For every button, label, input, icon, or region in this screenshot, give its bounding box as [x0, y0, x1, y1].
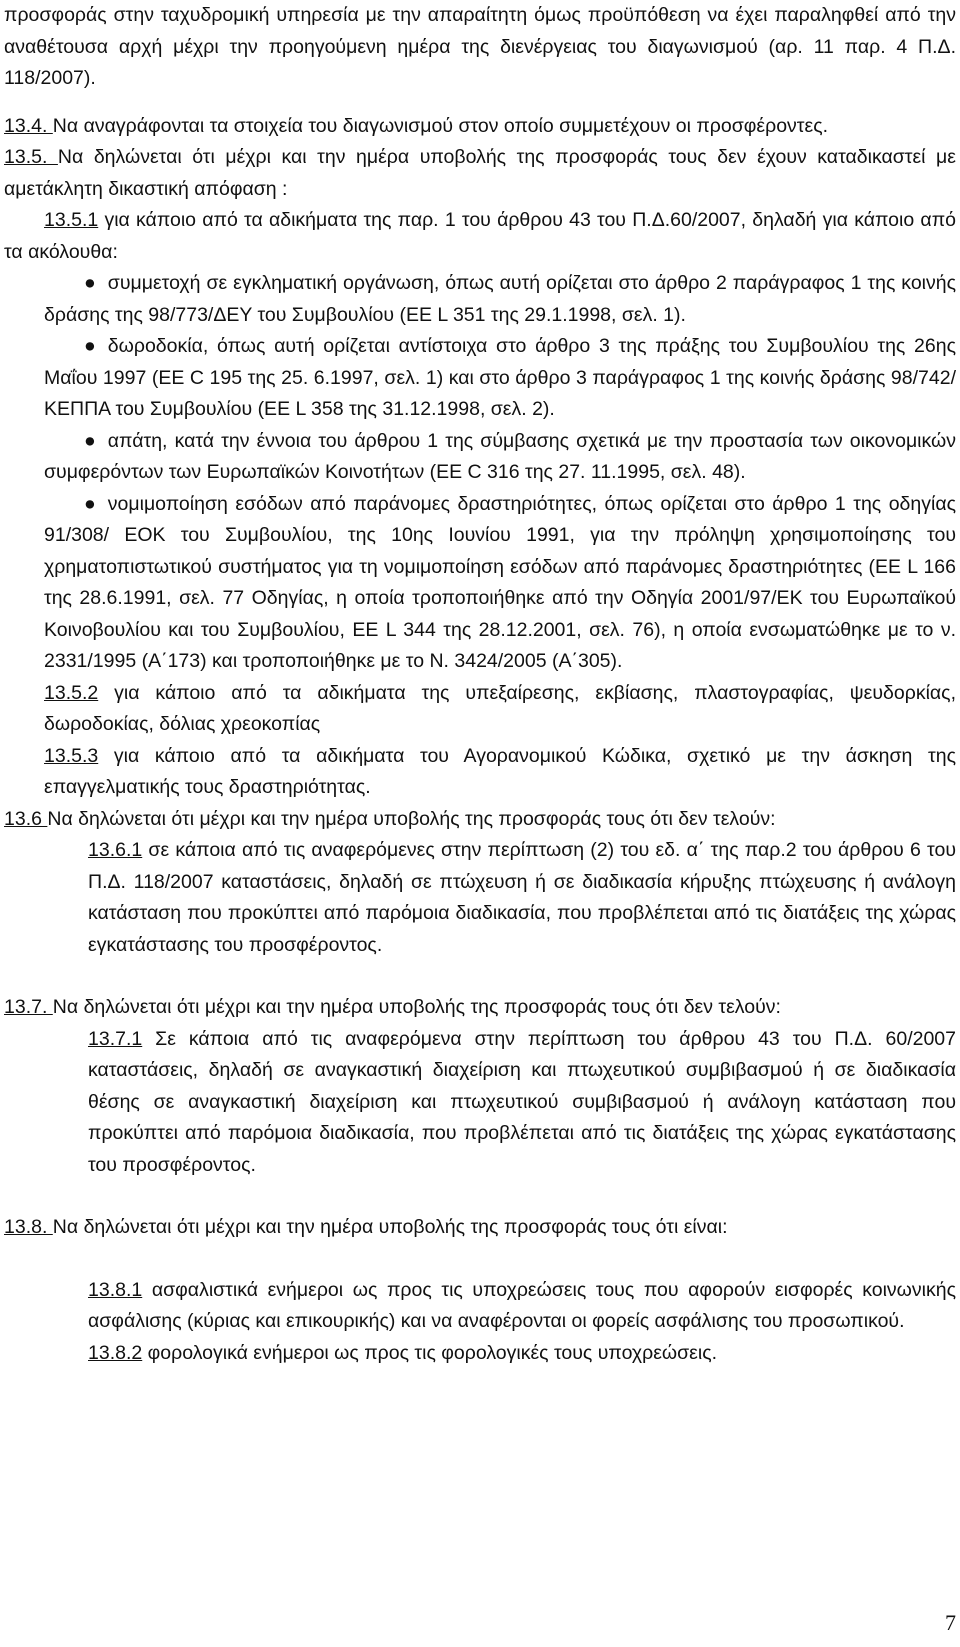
bullet-icon: ● — [84, 492, 96, 515]
section-text: Να δηλώνεται ότι μέχρι και την ημέρα υποβολής της προσφοράς τους ότι δεν τελούν: — [47, 807, 776, 830]
bullet-icon: ● — [84, 429, 96, 452]
section-number: 13.6.1 — [88, 839, 143, 861]
section-13-5-2 — [4, 678, 956, 741]
section-text: Να δηλώνεται ότι μέχρι και την ημέρα υποβολής της προσφοράς τους δεν έχουν καταδικαστεί με αμετάκλητη δικαστική απόφαση : — [4, 146, 956, 200]
paragraph-intro: προσφοράς στην ταχυδρομική υπηρεσία με την απαραίτητη όμως προϋπόθεση να έχει παραληφθεί από την αναθέτουσα αρχή μέχρι την προηγούμενη ημέρα της διενέργειας του διαγωνισμού (αρ. 11 παρ. 4 Π.Δ. 118/2007). — [4, 4, 956, 89]
bullet-item: ● συμμετοχή σε εγκληματική οργάνωση, όπως αυτή ορίζεται στο άρθρο 2 παράγραφος 1 της κοινής δράσης της 98/773/ΔΕΥ του Συμβουλίου (ΕΕ L 351 της 29.1.1998, σελ. 1). — [4, 268, 956, 331]
section-text: ασφαλιστικά ενήμεροι ως προς τις υποχρεώσεις τους που αφορούν εισφορές κοινωνικής ασφάλισης (κύριας και επικουρικής) και να αναφέρονται οι φορείς ασφάλισης του προσωπικού. — [88, 1278, 956, 1332]
bullet-item: ● απάτη, κατά την έννοια του άρθρου 1 της σύμβασης σχετικά με την προστασία των οικονομικών συμφερόντων των Ευρωπαϊκών Κοινοτήτων (ΕΕ C 316 της 27. 11.1995, σελ. 48). — [4, 426, 956, 489]
section-text: Να αναγράφονται τα στοιχεία του διαγωνισμού στον οποίο συμμετέχουν οι προσφέροντες. — [52, 114, 829, 137]
bullet-item: ● νομιμοποίηση εσόδων από παράνομες δραστηριότητες, όπως ορίζεται στο άρθρο 1 της οδηγίας 91/308/ ΕΟΚ του Συμβουλίου, της 10ης Ιουνίου 1991, για την πρόληψη χρησιμοποίησης του χρηματοπιστωτικού συστήματος για τη νομιμοποίηση εσόδων από παράνομες δραστηριότητες (ΕΕ L 166 της 28.6.1991, σελ. 77 Οδηγίας, η οποία τροποποιήθηκε από την Οδηγία 2001/97/ΕΚ του Ευρωπαϊκού Κοινοβουλίου και του Συμβουλίου, ΕΕ L 344 της 28.12.2001, σελ. 76), η οποία ενσωματώθηκε με το ν. 2331/1995 (Α΄173) και τροποποιήθηκε με το Ν. 3424/2005 (Α΄305). — [4, 489, 956, 678]
section-text: Να δηλώνεται ότι μέχρι και την ημέρα υποβολής της προσφοράς τους ότι δεν τελούν: — [52, 996, 781, 1018]
section-13-5 — [4, 142, 956, 205]
section-number: 13.5. — [4, 146, 58, 168]
section-text: για κάποιο από τα αδικήματα της υπεξαίρεσης, εκβίασης, πλαστογραφίας, ψευδορκίας, δωροδοκίας, δόλιας χρεοκοπίας — [44, 681, 956, 735]
section-text: για κάποιο από τα αδικήματα του Αγορανομικού Κώδικα, σχετικό με την άσκηση της επαγγελματικής τους δραστηριότητας. — [44, 744, 956, 798]
bullet-icon: ● — [84, 335, 96, 357]
section-13-5-3 — [4, 741, 956, 804]
section-13-6-1 — [4, 835, 956, 961]
bullet-icon: ● — [84, 272, 96, 294]
section-13-4 — [4, 111, 956, 143]
document-page — [4, 0, 956, 1369]
section-number: 13.8.2 — [88, 1341, 143, 1364]
page-number: 7 — [945, 1610, 956, 1635]
bullet-item: ● δωροδοκία, όπως αυτή ορίζεται αντίστοιχα στο άρθρο 3 της πράξης του Συμβουλίου της 26ης Μαΐου 1997 (ΕΕ C 195 της 25. 6.1997, σελ. 1) και στο άρθρο 3 παράγραφος 1 της κοινής δράσης 98/742/ΚΕΠΠΑ του Συμβουλίου (ΕΕ L 358 της 31.12.1998, σελ. 2). — [4, 331, 956, 426]
section-13-8 — [4, 1212, 956, 1244]
section-13-7-1 — [4, 1024, 956, 1182]
section-number: 13.7. — [4, 996, 53, 1018]
section-number: 13.5.3 — [44, 744, 99, 767]
section-13-8-2 — [4, 1338, 956, 1370]
section-13-7 — [4, 992, 956, 1024]
section-text: Σε κάποια από τις αναφερόμενα στην περίπτωση του άρθρου 43 του Π.Δ. 60/2007 καταστάσεις, δηλαδή σε αναγκαστική διαχείριση και πτωχευτικού συμβιβασμού ή σε διαδικασία θέσης σε αναγκαστική διαχείριση και πτωχευτικού συμβιβασμού ή ανάλογη κατάσταση που προκύπτει από παρόμοια διαδικασία, που προβλέπεται από τις διατάξεις της χώρας εγκατάστασης του προσφέροντος. — [88, 1027, 956, 1176]
section-number: 13.8.1 — [88, 1278, 143, 1301]
section-text: σε κάποια από τις αναφερόμενες στην περίπτωση (2) του εδ. α΄ της παρ.2 του άρθρου 6 του Π.Δ. 118/2007 καταστάσεις, δηλαδή σε πτώχευση ή σε διαδικασία κήρυξης πτώχευσης ή ανάλογη κατάσταση που προκύπτει από παρόμοια διαδικασία, που προβλέπεται από τις διατάξεις της χώρας εγκατάστασης του προσφέροντος. — [88, 839, 956, 956]
section-13-8-1 — [4, 1275, 956, 1338]
section-number: 13.8. — [4, 1216, 53, 1238]
section-13-5-1 — [4, 205, 956, 268]
section-number: 13.5.2 — [44, 681, 99, 704]
section-text: Να δηλώνεται ότι μέχρι και την ημέρα υποβολής της προσφοράς τους ότι είναι: — [52, 1216, 728, 1238]
section-number: 13.7.1 — [88, 1027, 143, 1050]
section-number: 13.4. — [4, 114, 53, 137]
section-number: 13.6 — [4, 807, 48, 830]
section-13-6 — [4, 804, 956, 836]
section-number: 13.5.1 — [44, 209, 99, 231]
section-text: φορολογικά ενήμεροι ως προς τις φορολογικές τους υποχρεώσεις. — [142, 1341, 718, 1364]
section-text: για κάποιο από τα αδικήματα της παρ. 1 του άρθρου 43 του Π.Δ.60/2007, δηλαδή για κάποιο από τα ακόλουθα: — [4, 209, 956, 263]
